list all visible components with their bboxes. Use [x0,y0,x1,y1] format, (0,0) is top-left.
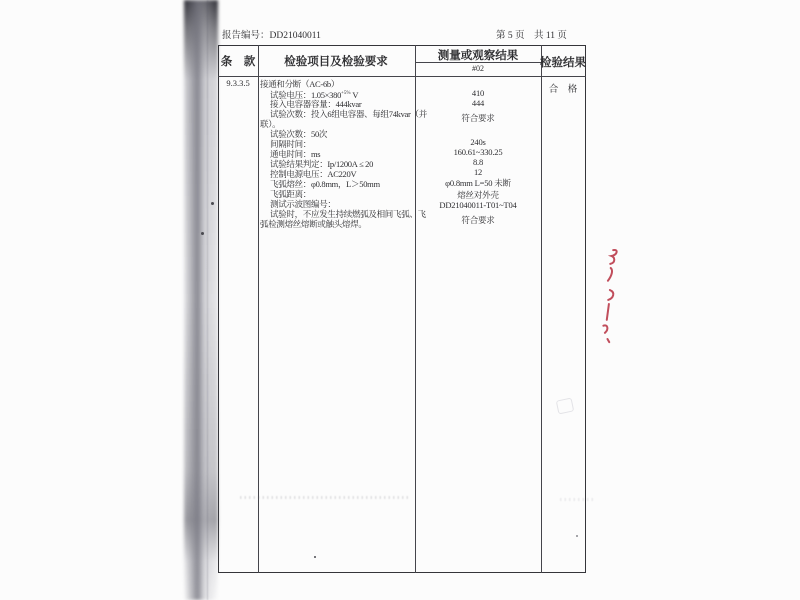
voltage-tolerance-superscript: +5% [341,91,351,96]
result-value: 熔丝对外壳 [457,190,499,200]
table-vline-1 [258,45,259,573]
page-fold-crease [207,0,208,600]
col-header-clause: 条 款 [220,56,256,68]
requirement-line: 联）。 [260,119,281,129]
requirement-line: 试验次数：投入6组电容器、每组74kvar（并 [270,109,427,119]
result-value: φ0.8mm L=50 未断 [445,178,511,188]
col-header-verdict: 检验结果 [540,57,586,69]
red-ink-mark [602,247,621,285]
requirement-line: 间隔时间： [270,139,312,149]
result-value: 240s [470,137,486,147]
scan-speck [314,556,316,558]
requirement-line: 接通和分断（AC-6b） [260,79,340,89]
red-ink-mark [598,288,618,347]
scan-speck [201,232,204,235]
requirement-line: 通电时间：ms [270,149,321,159]
result-value: 符合要求 [461,113,495,123]
result-value: 444 [471,98,485,108]
result-value: DD21040011-T01~T04 [439,200,517,210]
table-vline-3 [541,45,542,573]
result-value: 410 [471,88,485,98]
voltage-unit: V [350,89,359,100]
col-header-result: 测量或观察结果 [437,50,519,62]
requirement-line: 试验结果判定：Ip/1200A ≤ 20 [270,159,374,169]
requirement-line: 试验时，不应发生持续燃弧及相间飞弧、飞 [270,209,426,219]
table-header-bottom-line [218,76,586,77]
report-number: DD21040011 [269,31,321,41]
requirement-line: 接入电容器容量：444kvar [270,99,362,109]
requirement-line: 控制电源电压：AC220V [270,169,357,179]
page-fold-shadow [184,0,218,600]
bleedthrough-smudge [560,498,594,501]
col-header-sample-id: #02 [472,64,484,73]
result-value: 8.8 [472,157,484,167]
clause-number: 9.3.3.5 [226,78,250,88]
scan-speck [576,535,578,537]
bleedthrough-smudge [240,496,408,499]
requirement-line: 飞弧熔丝：φ0.8mm，L＞50mm [270,179,380,189]
voltage-spec: 试验电压：1.05×380 [270,89,342,100]
result-value: 12 [473,167,483,177]
report-number-line [222,27,321,41]
requirement-line: 试验次数：50次 [270,129,328,139]
result-value: 160.61~330.25 [453,147,503,157]
scan-speck [211,202,214,205]
result-value: 符合要求 [461,215,495,225]
verdict-value: 合 格 [548,85,578,95]
requirement-line: 测试示波图编号： [270,199,336,209]
col-header-item: 检验项目及检验要求 [284,56,388,68]
requirement-line: 飞弧距离： [270,189,312,199]
report-number-label: 报告编号： [222,31,270,41]
page-indicator: 第 5 页 共 11 页 [496,31,567,41]
requirement-line: 弧检测熔丝熔断或触头熔焊。 [260,219,367,229]
